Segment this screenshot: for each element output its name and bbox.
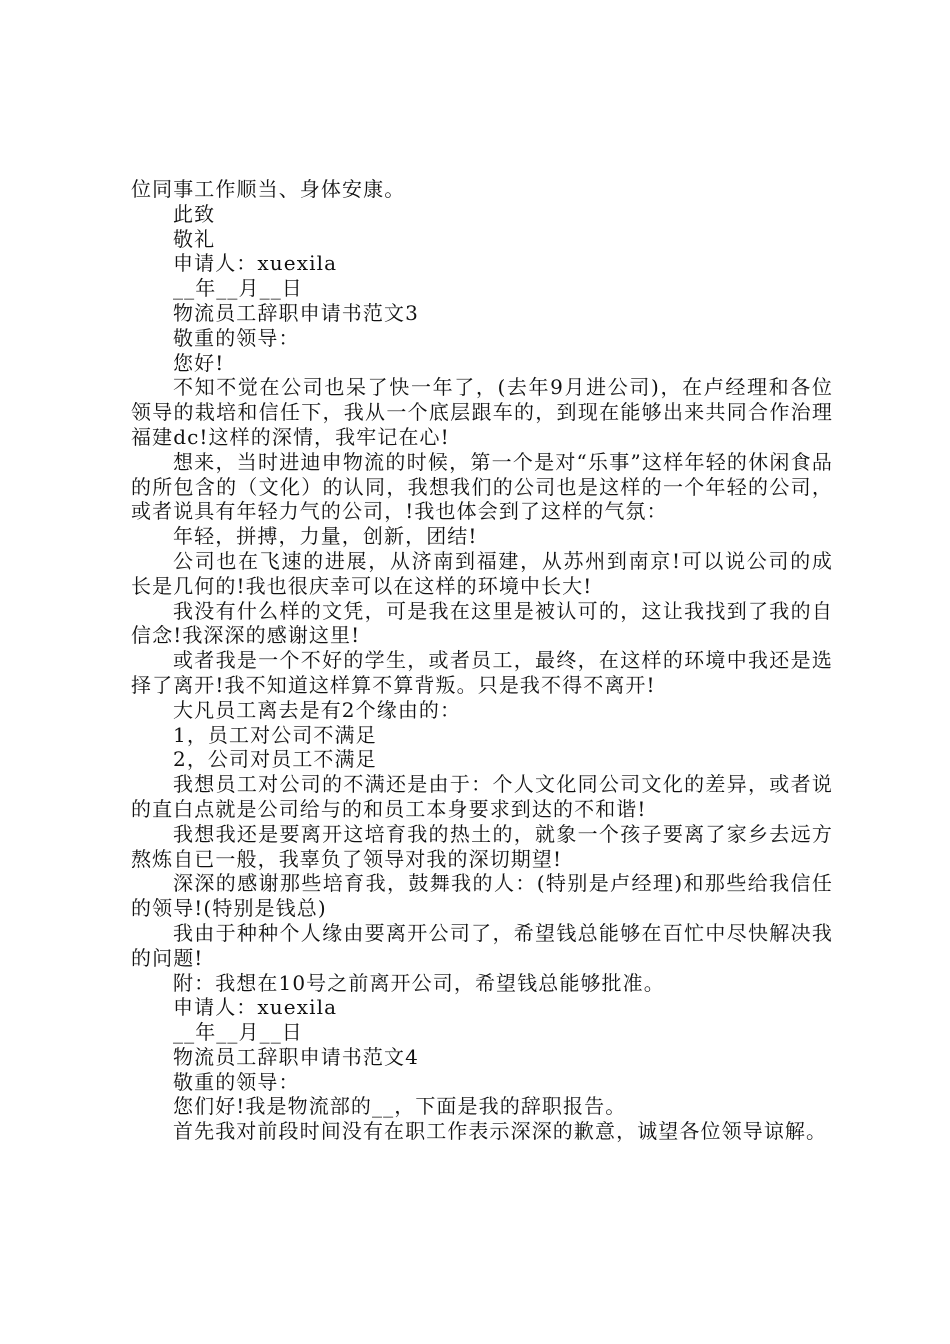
paragraph: 公司也在飞速的进展，从济南到福建，从苏州到南京!可以说公司的成长是几何的!我也很庆幸可以在这样的环境中长大! (131, 548, 833, 598)
paragraph: 或者我是一个不好的学生，或者员工，最终，在这样的环境中我还是选择了离开!我不知道这样算不算背叛。只是我不得不离开! (131, 648, 833, 697)
paragraph: 附：我想在10号之前离开公司，希望钱总能够批准。 (173, 970, 665, 995)
applicant-line: 申请人：xuexila (173, 995, 338, 1020)
applicant-line: 申请人：xuexila (173, 251, 338, 276)
greeting: 敬重的领导： (173, 1069, 300, 1094)
paragraph: 我没有什么样的文凭，可是我在这里是被认可的，这让我找到了我的自信念!我深深的感谢这里! (131, 598, 833, 648)
section-title: 物流员工辞职申请书范文3 (173, 300, 419, 325)
paragraph: 不知不觉在公司也呆了快一年了，(去年9月进公司)，在卢经理和各位领导的栽培和信任下，我从一个底层跟车的，到现在能够出来共同合作治理福建dc!这样的深情，我牢记在心! (131, 375, 833, 449)
paragraph: 想来，当时进迪申物流的时候，第一个是对“乐事”这样年轻的休闲食品的所包含的（文化）的认同，我想我们的公司也是这样的一个年轻的公司，或者说具有年轻力气的公司，!我也体会到了这样的气氛： (131, 449, 833, 524)
paragraph: 年轻，拼搏，力量，创新，团结! (173, 524, 478, 549)
paragraph: 大凡员工离去是有2个缘由的： (173, 697, 462, 722)
list-item: 2，公司对员工不满足 (173, 747, 377, 772)
paragraph: 位同事工作顺当、身体安康。 (131, 177, 406, 201)
document-page (131, 177, 833, 1144)
paragraph: 深深的感谢那些培育我，鼓舞我的人：(特别是卢经理)和那些给我信任的领导!(特别是钱总) (131, 871, 833, 921)
closing-salutation: 此致 (173, 201, 216, 226)
greeting: 敬重的领导： (173, 325, 300, 350)
date-line: __年__月__日 (173, 1020, 303, 1045)
paragraph: 您们好!我是物流部的__，下面是我的辞职报告。 (173, 1094, 627, 1119)
paragraph: 我想员工对公司的不满还是由于：个人文化同公司文化的差异，或者说的直白点就是公司给与的和员工本身要求到达的不和谐! (131, 772, 833, 821)
paragraph: 我想我还是要离开这培育我的热土的，就象一个孩子要离了家乡去远方熬炼自已一般，我辜负了领导对我的深切期望! (131, 821, 833, 871)
greeting-hello: 您好! (173, 350, 225, 375)
closing-regards: 敬礼 (173, 226, 216, 251)
paragraph: 首先我对前段时间没有在职工作表示深深的歉意，诚望各位领导谅解。 (173, 1119, 828, 1144)
paragraph: 我由于种种个人缘由要离开公司了，希望钱总能够在百忙中尽快解决我的问题! (131, 920, 833, 970)
list-item: 1，员工对公司不满足 (173, 722, 377, 747)
date-line: __年__月__日 (173, 276, 303, 301)
section-title: 物流员工辞职申请书范文4 (173, 1044, 419, 1069)
